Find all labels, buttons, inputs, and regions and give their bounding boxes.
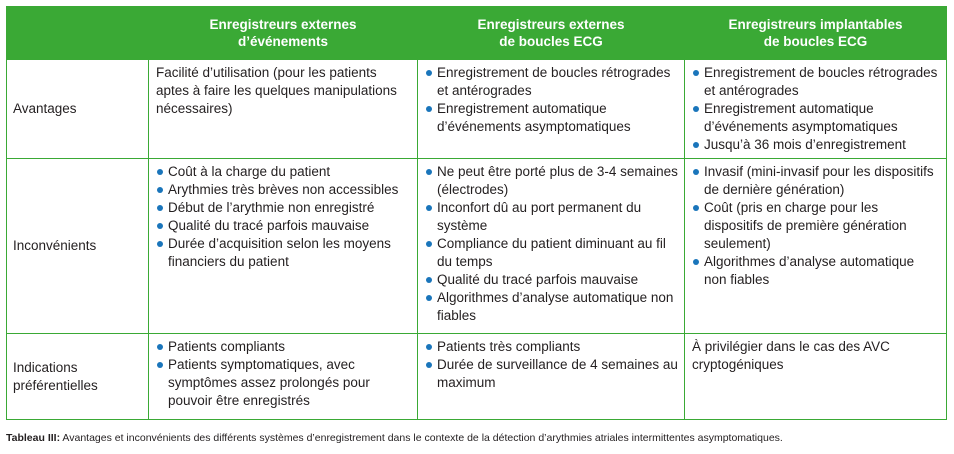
table-row-inconvenients: [7, 159, 947, 334]
row-label: Avantages: [7, 60, 149, 159]
list-item: Arythmies très brèves non accessibles: [156, 181, 411, 199]
header-col-2: [418, 7, 685, 60]
header-col-1-line2: d’événements: [237, 34, 329, 49]
list-item: Enregistrement automatique d’événements asymptomatiques: [425, 100, 678, 136]
table-cell: [149, 334, 418, 420]
bullet-list: [156, 338, 411, 410]
list-item: Jusqu’à 36 mois d’enregistrement: [692, 136, 940, 154]
bullet-list: [692, 64, 940, 154]
header-col-3-line2: de boucles ECG: [763, 34, 868, 49]
caption-label: Tableau III:: [6, 432, 61, 444]
header-col-1: [149, 7, 418, 60]
bullet-list: [425, 64, 678, 136]
table-cell: [418, 159, 685, 334]
list-item: Patients compliants: [156, 338, 411, 356]
list-item: Enregistrement automatique d’événements asymptomatiques: [692, 100, 940, 136]
list-item: Invasif (mini-invasif pour les dispositifs de dernière génération): [692, 163, 940, 199]
list-item: Qualité du tracé parfois mauvaise: [425, 271, 678, 289]
row-label: Inconvénients: [7, 159, 149, 334]
list-item: Patients très compliants: [425, 338, 678, 356]
list-item: Coût (pris en charge pour les dispositifs de première génération seulement): [692, 199, 940, 253]
table-cell: [685, 159, 947, 334]
list-item: Coût à la charge du patient: [156, 163, 411, 181]
list-item: Enregistrement de boucles rétrogrades et antérogrades: [425, 64, 678, 100]
table-cell: [685, 334, 947, 420]
table-cell: [418, 60, 685, 159]
list-item: Début de l’arythmie non enregistré: [156, 199, 411, 217]
table-caption: [6, 432, 950, 445]
header-col-3: [685, 7, 947, 60]
header-col-2-line2: de boucles ECG: [499, 34, 603, 49]
header-col-3-line1: Enregistreurs implantables: [728, 17, 903, 32]
table-cell: [149, 159, 418, 334]
row-label: Indications préférentielles: [7, 334, 149, 420]
caption-text: Avantages et inconvénients des différents systèmes d’enregistrement dans le contexte de la détection d’arythmies atriales intermittentes asymptomatiques.: [60, 432, 783, 444]
list-item: Algorithmes d’analyse automatique non fiables: [692, 253, 940, 289]
list-item: Algorithmes d’analyse automatique non fiables: [425, 289, 678, 325]
bullet-list: [425, 163, 678, 325]
header-col-1-line1: Enregistreurs externes: [209, 17, 357, 32]
bullet-list: [692, 163, 940, 289]
list-item: Durée de surveillance de 4 semaines au maximum: [425, 356, 678, 392]
list-item: Durée d’acquisition selon les moyens financiers du patient: [156, 235, 411, 271]
list-item: Qualité du tracé parfois mauvaise: [156, 217, 411, 235]
header-col-2-line1: Enregistreurs externes: [477, 17, 625, 32]
comparison-table: [6, 6, 947, 420]
table-cell: [685, 60, 947, 159]
table-cell: [418, 334, 685, 420]
table-row-indications: [7, 334, 947, 420]
table-row-avantages: [7, 60, 947, 159]
header-corner: [7, 7, 149, 60]
list-item: Compliance du patient diminuant au fil du temps: [425, 235, 678, 271]
list-item: Inconfort dû au port permanent du système: [425, 199, 678, 235]
bullet-list: [425, 338, 678, 392]
cell-text: À privilégier dans le cas des AVC cryptogéniques: [692, 339, 890, 372]
list-item: Ne peut être porté plus de 3-4 semaines (électrodes): [425, 163, 678, 199]
list-item: Patients symptomatiques, avec symptômes assez prolongés pour pouvoir être enregistrés: [156, 356, 411, 410]
header-row: [7, 7, 947, 60]
list-item: Enregistrement de boucles rétrogrades et antérogrades: [692, 64, 940, 100]
table-cell: [149, 60, 418, 159]
cell-text: Facilité d’utilisation (pour les patients aptes à faire les quelques manipulations nécessaires): [156, 65, 397, 116]
bullet-list: [156, 163, 411, 271]
